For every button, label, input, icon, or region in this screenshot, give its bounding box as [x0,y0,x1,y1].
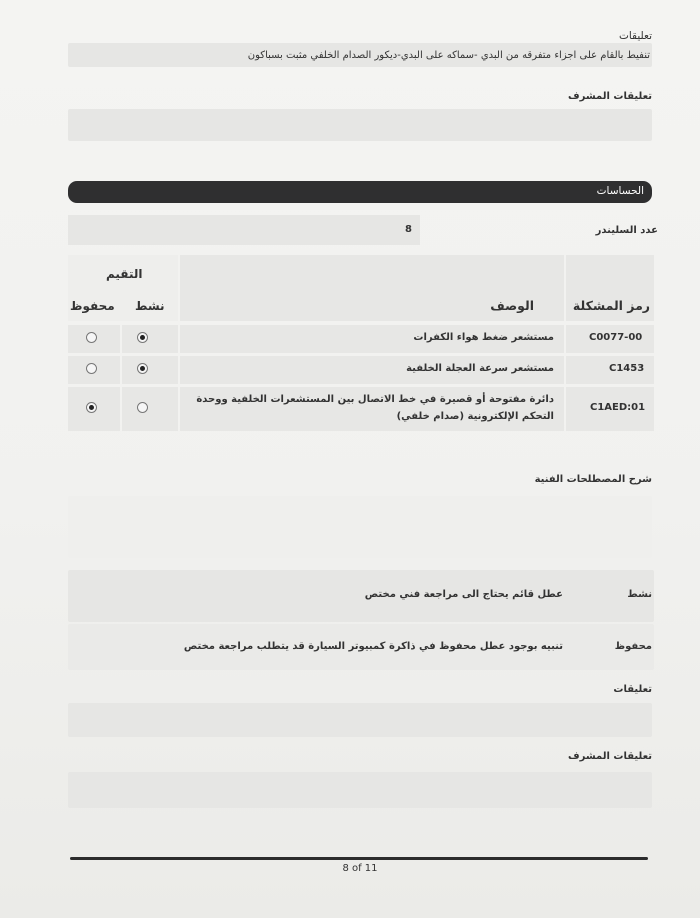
row2-active-cell [122,356,178,384]
row3-saved-radio[interactable] [86,402,97,413]
cylinder-count-value: 8 [405,224,412,235]
glossary-term-active: نشط [627,589,652,600]
supervisor-comments-box [68,109,652,141]
header-active: نشط [135,299,165,313]
comments-bottom-label: تعليقات [613,684,652,695]
footer-divider [70,857,648,860]
page-number: 8 of 11 [342,863,378,874]
row3-description-line2: التحكم الإلكترونية (صدام خلفي) [396,411,554,422]
row3-description-line1: دائرة مفتوحة أو قصيرة في خط الاتصال بين المستشعرات الخلفية ووحدة [196,394,554,405]
comments-bottom-box [68,703,652,737]
row2-saved-radio[interactable] [86,363,97,374]
supervisor-comments-label: تعليقات المشرف [568,91,652,102]
cylinder-count-field [68,215,420,245]
supervisor-comments-bottom-box [68,772,652,808]
row1-code: C0077-00 [589,332,643,343]
row3-active-radio[interactable] [137,402,148,413]
row2-active-radio[interactable] [137,363,148,374]
sensors-section-title: الحساسات [596,185,644,197]
sensors-section-header [68,181,652,203]
supervisor-comments-bottom-label: تعليقات المشرف [568,751,652,762]
header-saved: محفوظ [70,299,115,313]
header-rating: التقيم [106,267,143,281]
glossary-title: شرح المصطلحات الفنية [534,474,652,485]
header-code: رمز المشكلة [572,298,650,313]
cylinder-count-row [68,213,658,247]
comments-label: تعليقات [618,30,652,42]
row1-description: مستشعر ضغط هواء الكفرات [413,332,554,343]
glossary-term-saved: محفوظ [614,641,652,652]
row1-active-cell [122,325,178,353]
glossary-definition-active: عطل قائم يحتاج الى مراجعة فني مختص [364,589,563,600]
comments-text: تنفيط بالقام على اجزاء متفرقه من البدي -سماكه على البدي-ديكور الصدام الخلفي مثبت بسباكون [247,50,650,61]
row3-code: C1AED:01 [590,402,646,413]
cylinder-count-label: عدد السليندر [595,225,658,236]
row1-saved-radio[interactable] [86,332,97,343]
glossary-row-active [68,570,654,622]
row2-description: مستشعر سرعة العجلة الخلفية [406,363,554,374]
row1-active-radio[interactable] [137,332,148,343]
glossary-spacer [68,496,652,558]
row2-code: C1453 [609,363,645,374]
row3-active-cell [122,387,178,431]
header-description: الوصف [490,298,534,313]
glossary-definition-saved: تنبيه بوجود عطل محفوظ في ذاكرة كمبيوتر السيارة قد يتطلب مراجعة مختص [183,641,563,652]
